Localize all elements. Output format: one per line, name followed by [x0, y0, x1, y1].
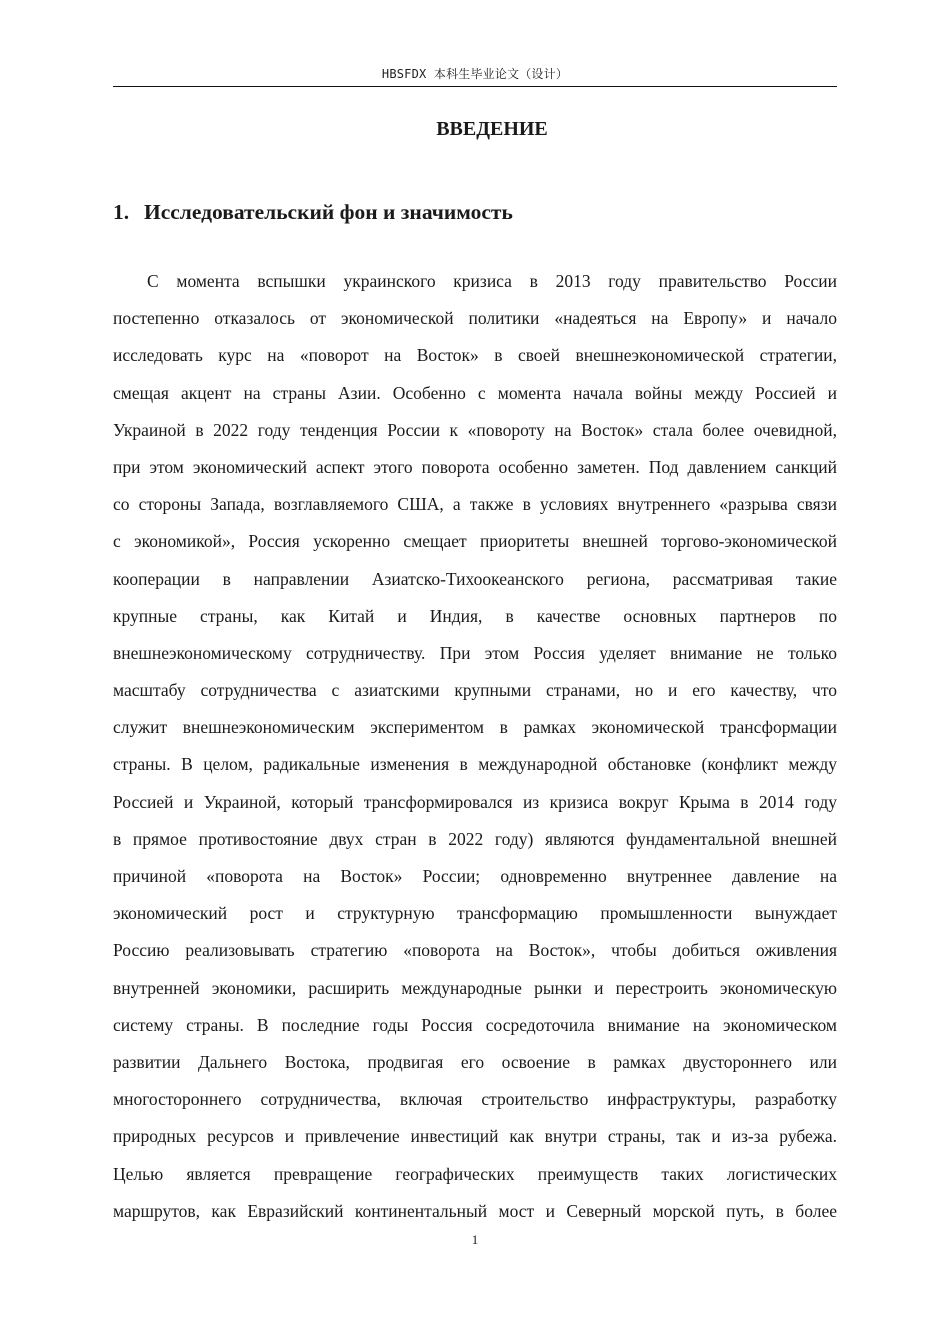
paragraph-line: природных ресурсов и привлечение инвестиций как внутри страны, так и из-за рубежа. — [113, 1126, 837, 1147]
paragraph-line: систему страны. В последние годы Россия сосредоточила внимание на экономическом — [113, 1014, 837, 1035]
section-heading-text: Исследовательский фон и значимость — [144, 200, 513, 224]
paragraph-line: масштабу сотрудничества с азиатскими крупными странами, но и его качеству, что — [113, 680, 837, 701]
paragraph-line: в прямое противостояние двух стран в 2022 году) являются фундаментальной внешней — [113, 828, 837, 849]
paragraph-line: Целью является превращение географических преимуществ таких логистических — [113, 1163, 837, 1184]
paragraph-line: со стороны Запада, возглавляемого США, а также в условиях внутреннего «разрыва связи — [113, 494, 837, 515]
paragraph-line: экономический рост и структурную трансформацию промышленности вынуждает — [113, 903, 837, 924]
paragraph-line: развитии Дальнего Востока, продвигая его освоение в рамках двустороннего или — [113, 1051, 837, 1072]
paragraph-line: исследовать курс на «поворот на Восток» в своей внешнеэкономической стратегии, — [113, 345, 837, 366]
paragraph-line: кооперации в направлении Азиатско-Тихоокеанского региона, рассматривая такие — [113, 568, 837, 589]
paragraph-line: причиной «поворота на Восток» России; одновременно внутреннее давление на — [113, 866, 837, 886]
paragraph-line: с экономикой», Россия ускоренно смещает приоритеты внешней торгово-экономической — [113, 531, 837, 552]
paragraph-line: смещая акцент на страны Азии. Особенно с момента начала войны между Россией и — [113, 382, 837, 403]
paragraph-line: при этом экономический аспект этого поворота особенно заметен. Под давлением санкций — [113, 456, 837, 477]
paragraph-line: внутренней экономики, расширить международные рынки и перестроить экономическую — [113, 977, 837, 998]
paragraph-line: постепенно отказалось от экономической политики «надеяться на Европу» и начало — [113, 308, 837, 329]
paragraph-line: Украиной в 2022 году тенденция России к «повороту на Восток» стала более очевидной, — [113, 419, 837, 440]
running-header: HBSFDX 本科生毕业论文（设计） — [381, 67, 569, 81]
paragraph-line: служит внешнеэкономическим экспериментом в рамках экономической трансформации — [113, 717, 837, 738]
paragraph-line: многостороннего сотрудничества, включая строительство инфраструктуры, разработку — [113, 1089, 837, 1110]
chapter-title: ВВЕДЕНИЕ — [436, 118, 548, 140]
header-rule — [113, 86, 837, 87]
paragraph-line: Россию реализовывать стратегию «поворота на Восток», чтобы добиться оживления — [113, 940, 837, 961]
paragraph-line: маршрутов, как Евразийский континентальный мост и Северный морской путь, в более — [113, 1200, 837, 1221]
section-number: 1. — [113, 200, 130, 224]
paragraph-line: крупные страны, как Китай и Индия, в качестве основных партнеров по — [113, 605, 837, 626]
body-paragraph — [113, 263, 837, 1230]
section-heading — [113, 197, 837, 227]
page-number: 1 — [471, 1232, 479, 1247]
paragraph-line: С момента вспышки украинского кризиса в 2013 году правительство России — [147, 271, 837, 291]
paragraph-line: внешнеэкономическому сотрудничеству. При этом Россия уделяет внимание не только — [113, 642, 837, 663]
paragraph-line: страны. В целом, радикальные изменения в международной обстановке (конфликт между — [113, 754, 837, 775]
paragraph-line: Россией и Украиной, который трансформировался из кризиса вокруг Крыма в 2014 году — [113, 791, 837, 812]
